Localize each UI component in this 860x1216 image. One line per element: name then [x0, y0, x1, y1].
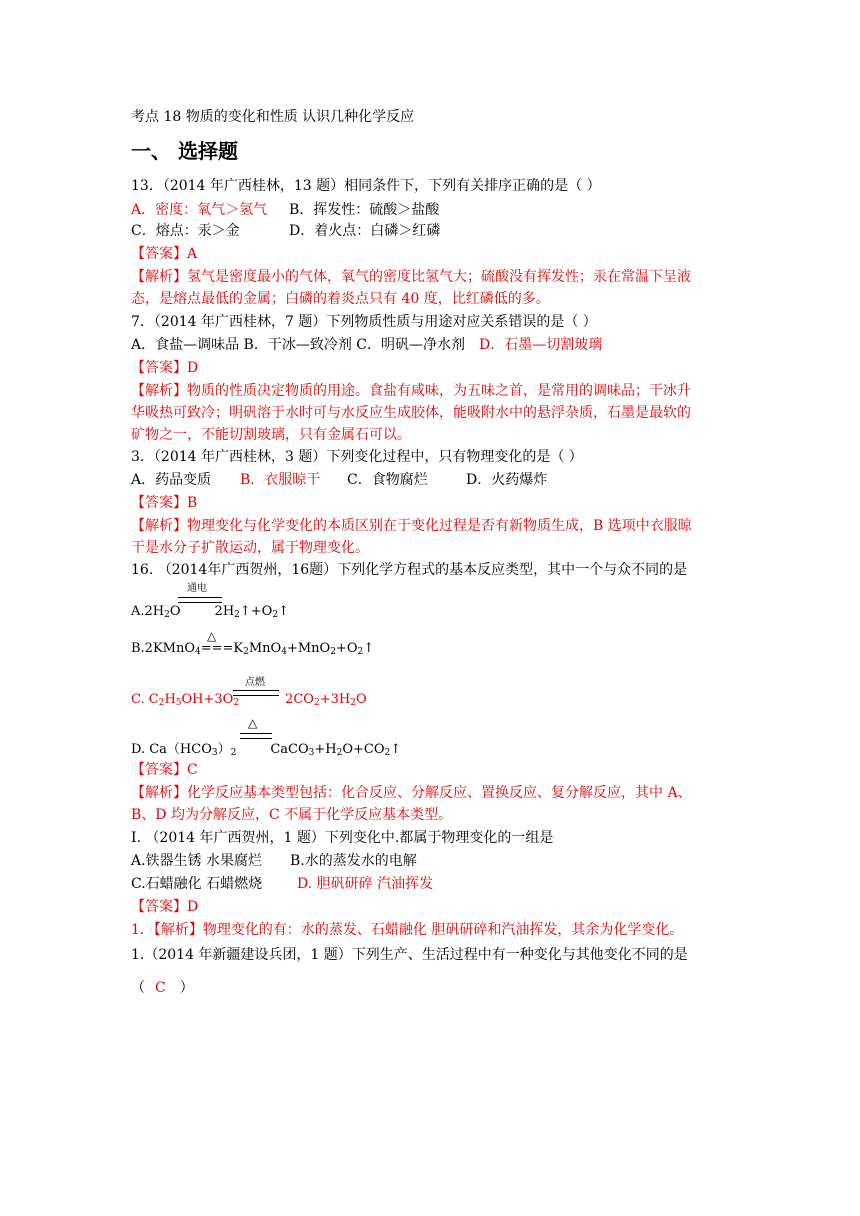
q16-eq-d: D. $Ca(HCO_3)_2$ $CaCO_3+H_2O+CO_2↑$	[131, 742, 402, 758]
q3-option-c: C．食物腐烂	[347, 472, 428, 488]
q1a-option-c: C.石蜡融化 石蜡燃烧	[131, 876, 263, 892]
section-heading: 一、 选择题	[131, 139, 238, 163]
q16-analysis-tag: 【解析】	[131, 785, 187, 801]
q1b-answer-line	[131, 979, 194, 997]
q13-option-b: B．挥发性：硫酸＞盐酸	[289, 202, 440, 218]
q1a-option-d: D. 胆矾研碎 汽油挥发	[297, 876, 434, 892]
q13-option-c: C．熔点：汞＞金	[131, 223, 240, 239]
q7-analysis-line1	[131, 382, 691, 400]
q3-option-b: B．衣服晾干	[240, 472, 321, 488]
q13-analysis-line2: 态，是熔点最低的金属；白磷的着炎点只有 40 度，比红磷低的多。	[131, 291, 550, 307]
q16-eq-a: $A.2H_2O$ $2H_2↑+O_2↑$	[131, 604, 289, 620]
q16-eq-c: C. $C_2H_5OH+3O_2$ $2CO_2+3H_2O$	[131, 692, 367, 708]
q3-analysis-text1: 物理变化与化学变化的本质区别在于变化过程是否有新物质生成，B 选项中衣服晾	[187, 518, 692, 534]
q16-eq-b: $B.2KMnO_4===K_2MnO_4+MnO_2+O_2↑$	[131, 641, 375, 657]
q3-analysis-line2: 干是水分子扩散运动，属于物理变化。	[131, 540, 369, 556]
q13-analysis-text1: 氢气是密度最小的气体，氧气的密度比氢气大；硫酸没有挥发性；汞在常温下呈液	[187, 269, 691, 285]
q7-option-d: D．石墨—切割玻璃	[479, 337, 603, 353]
q1a-analysis-tag: 1．【解析】	[131, 922, 203, 938]
document-title: 考点 18 物质的变化和性质 认识几种化学反应	[131, 109, 415, 125]
q13-analysis-tag: 【解析】	[131, 269, 187, 285]
q1b-answer: C	[155, 980, 166, 996]
q13-stem: 13．（2014 年广西桂林，13 题）相同条件下，下列有关排序正确的是（ ）	[131, 178, 601, 194]
q1a-analysis-line1	[131, 921, 683, 939]
q7-analysis-text1: 物质的性质决定物质的用途。食盐有咸味，为五味之首，是常用的调味品；干冰升	[187, 383, 691, 399]
q1a-analysis-text1: 物理变化的有：水的蒸发、石蜡融化 胆矾研碎和汽油挥发，其余为化学变化。	[202, 922, 684, 938]
q7-answer: 【答案】D	[131, 360, 199, 376]
q7-analysis-line2: 华吸热可致冷；明矾溶于水时可与水反应生成胶体，能吸附水中的悬浮杂质，石墨是最软的	[131, 405, 691, 421]
q7-options	[131, 336, 602, 354]
q16-analysis-text1: 化学反应基本类型包括：化合反应、分解反应、置换反应、复分解反应，其中 A、	[187, 785, 692, 801]
q7-options-abc: A．食盐—调味品 B．干冰—致冷剂 C．明矾—净水剂	[131, 337, 466, 353]
q13-answer: 【答案】A	[131, 246, 198, 262]
q13-option-a: A．密度：氧气＞氢气	[131, 202, 268, 218]
q1a-option-b: B.水的蒸发水的电解	[290, 853, 417, 869]
q3-option-d: D．火药爆炸	[466, 472, 548, 488]
q16-analysis-line1	[131, 784, 692, 802]
q13-analysis-line1	[131, 268, 691, 286]
q7-analysis-tag: 【解析】	[131, 383, 187, 399]
q1b-paren-open: （	[131, 980, 145, 996]
q1b-stem: 1.（2014 年新疆建设兵团，1 题）下列生产、生活过程中有一种变化与其他变化不同的是	[131, 947, 688, 963]
q1b-paren-close: ）	[179, 980, 194, 996]
q1a-stem: I. （2014 年广西贺州，1 题）下列变化中.都属于物理变化的一组是	[131, 830, 554, 846]
q16-analysis-line2: B、D 均为分解反应，C 不属于化学反应基本类型。	[131, 807, 453, 823]
q3-option-a: A．药品变质	[131, 472, 212, 488]
q3-analysis-line1	[131, 517, 692, 535]
q16-eq-a-condition: 通电	[187, 583, 207, 594]
q1a-option-a: A.铁器生锈 水果腐烂	[131, 853, 263, 869]
q3-stem: 3．（2014 年广西桂林，3 题）下列变化过程中，只有物理变化的是（ ）	[131, 449, 583, 465]
q16-eq-c-condition: 点燃	[245, 677, 265, 688]
q16-eq-a-arrow	[178, 597, 222, 603]
q7-stem: 7．（2014 年广西桂林，7 题）下列物质性质与用途对应关系错误的是（ ）	[131, 314, 597, 330]
q16-eq-d-condition: △	[248, 716, 258, 730]
q1a-answer: 【答案】D	[131, 899, 199, 915]
q7-analysis-line3: 矿物之一，不能切割玻璃，只有金属石可以。	[131, 427, 411, 443]
q16-answer: 【答案】C	[131, 762, 198, 778]
q16-stem: 16. （2014年广西贺州，16题）下列化学方程式的基本反应类型，其中一个与众不同的是	[131, 562, 688, 578]
q13-option-d: D．着火点：白磷＞红磷	[289, 223, 441, 239]
q3-analysis-tag: 【解析】	[131, 518, 187, 534]
q16-eq-b-condition: △	[207, 629, 217, 643]
q3-answer: 【答案】B	[131, 495, 198, 511]
